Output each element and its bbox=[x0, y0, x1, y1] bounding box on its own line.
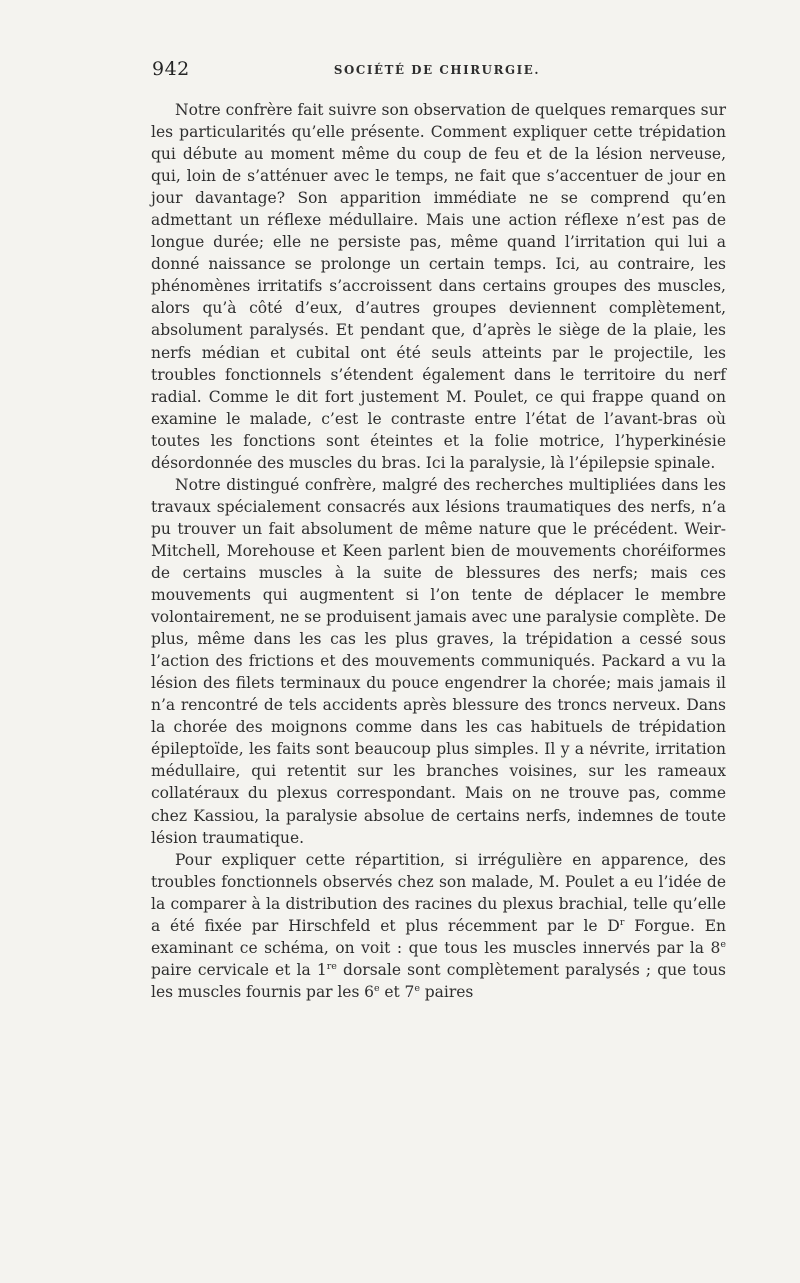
body-text bbox=[151, 99, 726, 1159]
paragraph-1: Notre confrère fait suivre son observation de quelques remarques sur les particularités qu’elle présente. Comment expliquer cette trépidation qui débute au moment même du coup de feu et de la lésion nerveuse, qui, loin de s’atténuer avec le temps, ne fait que s’accentuer de jour en jour davantage? Son apparition immédiate ne se comprend qu’en admettant un réflexe médullaire. Mais une action réflexe n’est pas de longue durée; elle ne persiste pas, même quand l’irritation qui lui a donné naissance se prolonge un certain temps. Ici, au contraire, les phénomènes irritatifs s’accroissent dans certains groupes des muscles, alors qu’à côté d’eux, d’autres groupes deviennent complètement, absolument paralysés. Et pendant que, d’après le siège de la plaie, les nerfs médian et cubital ont été seuls atteints par le projectile, les troubles fonctionnels s’étendent également dans le territoire du nerf radial. Comme le dit fort justement M. Poulet, ce qui frappe quand on examine le malade, c’est le contraste entre l’état de l’avant-bras où toutes les fonctions sont éteintes et la folie motrice, l’hyperkinésie désordonnée des muscles du bras. Ici la paralysie, là l’épilepsie spinale. bbox=[151, 101, 726, 472]
paragraph-3-text-after-first: dorsale sont complètement paralysés ; que tous les muscles fournis par les 6 bbox=[151, 960, 726, 1001]
page-number: 942 bbox=[152, 58, 190, 80]
paragraph-3-text-after-dr: Forgue. En examinant ce schéma, on voit : que tous les muscles innervés par la 8 bbox=[151, 916, 726, 957]
paragraph-3-text-before-dr: Pour expliquer cette répartition, si irrégulière en apparence, des troubles fonctionnels observés chez son malade, M. Poulet a eu l’idée de la comparer à la distribution des racines du plexus brachial, telle qu’elle a été fixée par Hirschfeld et plus récemment par le D bbox=[151, 850, 726, 935]
page-header bbox=[148, 52, 726, 88]
paragraph-3-eighth-superscript: e bbox=[720, 938, 726, 950]
paragraph-3-text-after-eighth: paire cervicale et la 1 bbox=[151, 960, 327, 979]
paragraph-3-dr-superscript: r bbox=[619, 916, 625, 928]
running-title: SOCIÉTÉ DE CHIRURGIE. bbox=[333, 63, 541, 77]
paragraph-3-text-between-sixth-seventh: et 7 bbox=[379, 982, 415, 1001]
paragraph-3-first-superscript: re bbox=[326, 960, 337, 972]
paragraph-2: Notre distingué confrère, malgré des recherches multipliées dans les travaux spécialement consacrés aux lésions traumatiques des nerfs, n’a pu trouver un fait absolument de même nature que le précédent. Weir-Mitchell, Morehouse et Keen parlent bien de mouvements choréiformes de certains muscles à la suite de blessures des nerfs; mais ces mouvements qui augmentent si l’on tente de déplacer le membre volontairement, ne se produisent jamais avec une paralysie complète. De plus, même dans les cas les plus graves, la trépidation a cessé sous l’action des frictions et des mouvements communiqués. Packard a vu la lésion des filets terminaux du pouce engendrer la chorée; mais jamais il n’a rencontré de tels accidents après blessure des troncs nerveux. Dans la chorée des moignons comme dans les cas habituels de trépidation épileptoïde, les faits sont beaucoup plus simples. Il y a névrite, irritation médullaire, qui retentit sur les branches voisines, sur les rameaux collatéraux du plexus correspondant. Mais on ne trouve pas, comme chez Kassiou, la paralysie absolue de certains nerfs, indemnes de toute lésion traumatique. bbox=[151, 475, 726, 847]
paragraph-3-sixth-superscript: e bbox=[374, 982, 380, 994]
paragraph-3-text-end: paires bbox=[419, 982, 474, 1001]
paragraph-3 bbox=[151, 849, 726, 1003]
paragraph-3-seventh-superscript: e bbox=[414, 982, 420, 994]
